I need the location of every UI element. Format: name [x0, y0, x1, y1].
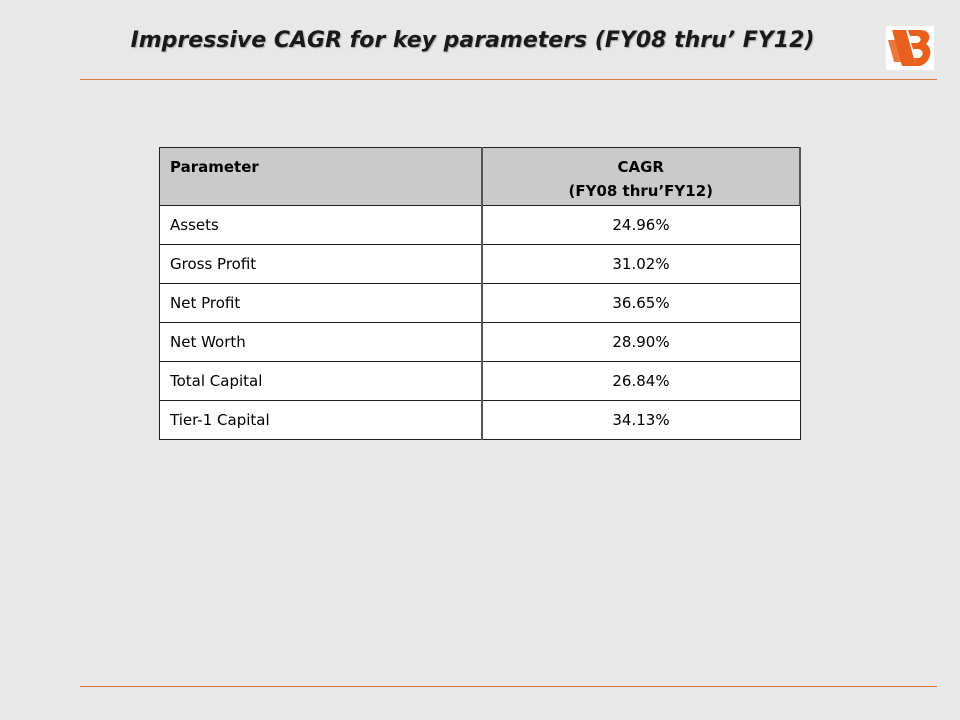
table-row	[160, 323, 801, 362]
footer-divider	[80, 686, 937, 687]
header-divider	[80, 79, 937, 80]
row-parameter: Net Profit	[160, 284, 482, 323]
header-cagr-title: CAGR	[617, 158, 664, 176]
row-cagr: 31.02%	[482, 245, 801, 284]
row-parameter: Assets	[160, 206, 482, 245]
table-row	[160, 362, 801, 401]
table-row	[160, 206, 801, 245]
table-row	[160, 401, 801, 440]
header-cagr	[482, 148, 801, 206]
table-row	[160, 284, 801, 323]
table-row	[160, 245, 801, 284]
row-cagr: 24.96%	[482, 206, 801, 245]
row-parameter: Total Capital	[160, 362, 482, 401]
cagr-table	[159, 147, 801, 440]
row-parameter: Net Worth	[160, 323, 482, 362]
header-parameter: Parameter	[160, 148, 482, 206]
row-cagr: 36.65%	[482, 284, 801, 323]
row-cagr: 28.90%	[482, 323, 801, 362]
bank-logo-icon	[886, 26, 934, 70]
row-cagr: 34.13%	[482, 401, 801, 440]
header-cagr-period: (FY08 thru’FY12)	[568, 182, 714, 200]
row-cagr: 26.84%	[482, 362, 801, 401]
row-parameter: Tier-1 Capital	[160, 401, 482, 440]
slide-title: Impressive CAGR for key parameters (FY08 thru’ FY12)	[130, 28, 815, 53]
row-parameter: Gross Profit	[160, 245, 482, 284]
table-header-row	[160, 148, 801, 206]
